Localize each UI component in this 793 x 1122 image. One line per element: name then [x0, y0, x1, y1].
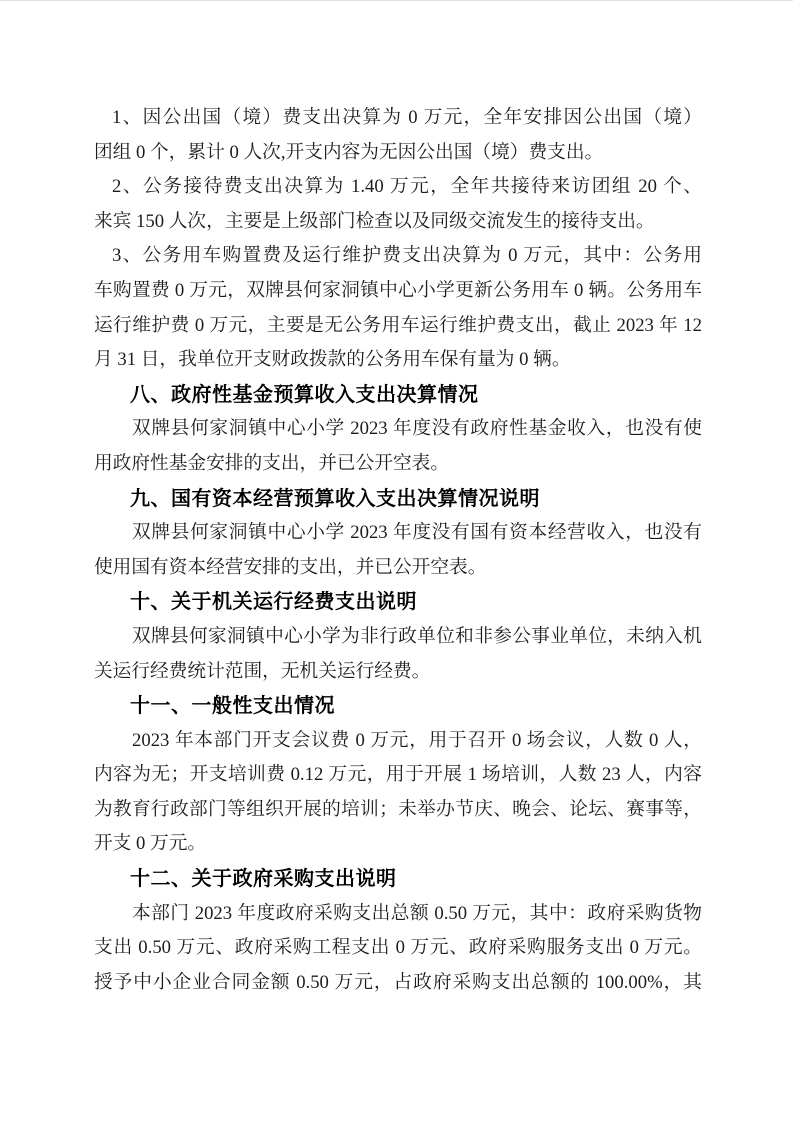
text-line: 开支 0 万元。 [94, 833, 207, 855]
paragraph-gov-procurement [94, 897, 702, 1001]
text-line: 双牌县何家洞镇中心小学 2023 年度没有国有资本经营收入，也没有 [132, 522, 702, 544]
paragraph-official-reception-expense [94, 170, 702, 239]
text-line: 来宾 150 人次，主要是上级部门检查以及同级交流发生的接待支出。 [94, 210, 655, 232]
text-line: 关运行经费统计范围，无机关运行经费。 [94, 660, 431, 682]
paragraph-overseas-travel-expense [94, 101, 702, 170]
paragraph-state-capital-budget [94, 516, 702, 585]
section-heading-12: 十二、关于政府采购支出说明 [130, 868, 397, 891]
text-line: 内容为无；开支培训费 0.12 万元，用于开展 1 场培训，人数 23 人，内容 [94, 764, 702, 786]
text-line: 双牌县何家洞镇中心小学 2023 年度没有政府性基金收入，也没有使 [132, 418, 702, 440]
text-line: 团组 0 个，累计 0 人次,开支内容为无因公出国（境）费支出。 [94, 141, 604, 163]
text-line: 双牌县何家洞镇中心小学为非行政单位和非参公事业单位，未纳入机 [132, 625, 702, 647]
text-line: 授予中小企业合同金额 0.50 万元，占政府采购支出总额的 100.00%，其 [94, 971, 702, 993]
section-agency-operating-expense [94, 585, 702, 620]
section-heading-11: 十一、一般性支出情况 [130, 695, 335, 718]
paragraph-agency-operating-expense [94, 620, 702, 689]
text-line: 月 31 日，我单位开支财政拨款的公务用车保有量为 0 辆。 [94, 349, 571, 371]
paragraph-general-expenditure [94, 724, 702, 862]
text-line: 支出 0.50 万元、政府采购工程支出 0 万元、政府采购服务支出 0 万元。 [94, 937, 702, 959]
text-line: 使用国有资本经营安排的支出，并已公开空表。 [94, 556, 487, 578]
section-general-expenditure [94, 689, 702, 724]
paragraph-gov-fund-budget [94, 412, 702, 481]
paragraph-official-vehicle-expense [94, 239, 702, 377]
section-gov-procurement [94, 862, 702, 897]
section-state-capital-budget [94, 482, 702, 517]
text-line: 为教育行政部门等组织开展的培训；未举办节庆、晚会、论坛、赛事等， [94, 798, 702, 820]
section-heading-8: 八、政府性基金预算收入支出决算情况 [130, 383, 479, 406]
section-gov-fund-budget [94, 378, 702, 413]
section-heading-9: 九、国有资本经营预算收入支出决算情况说明 [130, 487, 540, 510]
text-line: 2023 年本部门开支会议费 0 万元，用于召开 0 场会议，人数 0 人， [132, 729, 702, 751]
text-line: 本部门 2023 年度政府采购支出总额 0.50 万元，其中：政府采购货物 [132, 902, 702, 924]
text-line: 1、因公出国（境）费支出决算为 0 万元，全年安排因公出国（境） [112, 107, 702, 128]
text-line: 用政府性基金安排的支出，并已公开空表。 [94, 452, 450, 474]
section-heading-10: 十、关于机关运行经费支出说明 [130, 591, 417, 614]
text-line: 运行维护费 0 万元，主要是无公务用车运行维护费支出，截止 2023 年 12 [94, 314, 702, 336]
text-line: 车购置费 0 万元，双牌县何家洞镇中心小学更新公务用车 0 辆。公务用车 [94, 279, 702, 301]
text-line: 2、公务接待费支出决算为 1.40 万元，全年共接待来访团组 20 个、 [112, 176, 702, 198]
text-line: 3、公务用车购置费及运行维护费支出决算为 0 万元，其中：公务用 [112, 245, 702, 267]
